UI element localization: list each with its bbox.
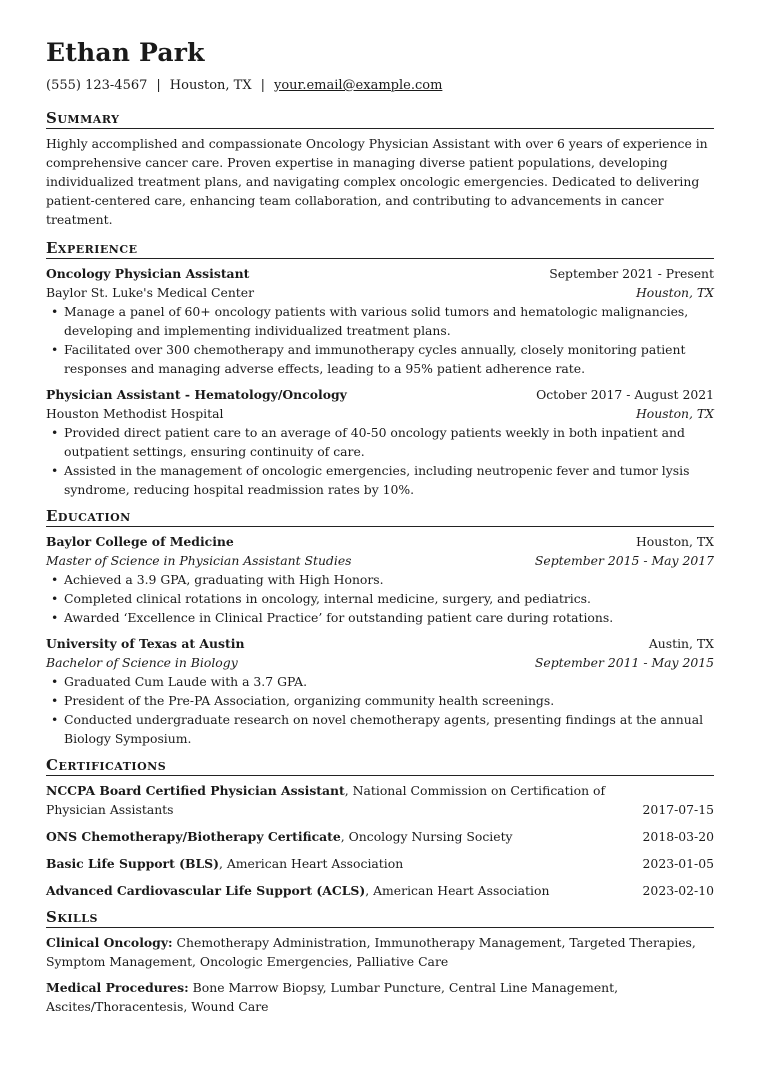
degree: Master of Science in Physician Assistant Studies [46, 553, 352, 568]
list-item: • Facilitated over 300 chemotherapy and immunotherapy cycles annually, closely monitoring patient responses and managing adverse effects, leading to a 95% patient adherence rate. [64, 340, 714, 378]
certification-issuer: , Oncology Nursing Society [340, 829, 513, 844]
education-entry [46, 532, 714, 627]
section-heading-certifications: Certifications [46, 756, 714, 776]
contact-separator: | [260, 78, 265, 93]
certification-entry [46, 854, 714, 873]
certification-entry [46, 781, 714, 819]
job-bullets [46, 302, 714, 378]
skill-group-items: Chemotherapy Administration, Immunotherapy Management, Targeted Therapies, Symptom Management, Oncologic Emergencies, Palliative Care [46, 935, 696, 969]
certification-entry [46, 827, 714, 846]
certification-name: Advanced Cardiovascular Life Support (ACLS) [46, 883, 366, 898]
school-location: Houston, TX [636, 534, 714, 549]
email-link[interactable]: your.email@example.com [274, 78, 443, 93]
experience-entry [46, 264, 714, 378]
certification-date: 2023-02-10 [642, 883, 714, 898]
section-heading-summary: Summary [46, 109, 714, 129]
school-name: University of Texas at Austin [46, 636, 245, 651]
job-location: Houston, TX [636, 406, 714, 421]
certification-issuer: , American Heart Association [218, 856, 404, 871]
certification-date: 2018-03-20 [642, 829, 714, 844]
job-location: Houston, TX [636, 285, 714, 300]
skill-group [46, 933, 714, 971]
certification-name: ONS Chemotherapy/Biotherapy Certificate [46, 829, 341, 844]
list-item: • Provided direct patient care to an average of 40-50 oncology patients weekly in both inpatient and outpatient settings, ensuring continuity of care. [64, 423, 714, 461]
skill-group-label: Clinical Oncology: [46, 935, 173, 950]
skill-group-items: Bone Marrow Biopsy, Lumbar Puncture, Central Line Management, Ascites/Thoracentesis, Wound Care [46, 980, 619, 1014]
job-title: Physician Assistant - Hematology/Oncology [46, 387, 347, 402]
certification-date: 2023-01-05 [642, 856, 714, 871]
list-item: • President of the Pre-PA Association, organizing community health screenings. [64, 691, 714, 710]
skill-group [46, 978, 714, 1016]
certification-date: 2017-07-15 [642, 802, 714, 817]
certification-issuer: , American Heart Association [365, 883, 550, 898]
school-location: Austin, TX [648, 636, 714, 651]
job-title: Oncology Physician Assistant [46, 266, 250, 281]
certification-name: Basic Life Support (BLS) [46, 856, 219, 871]
contact-line [46, 77, 714, 95]
education-entry [46, 634, 714, 748]
candidate-name: Ethan Park [46, 38, 205, 67]
school-name: Baylor College of Medicine [46, 534, 234, 549]
certification-issuer: , National Commission on Certification of Physician Assistants [46, 783, 606, 817]
section-heading-skills: Skills [46, 908, 714, 928]
list-item: • Manage a panel of 60+ oncology patients with various solid tumors and hematologic malignancies, developing and implementing individualized treatment plans. [64, 302, 714, 340]
list-item: • Graduated Cum Laude with a 3.7 GPA. [64, 672, 714, 691]
experience-entry [46, 385, 714, 499]
section-heading-education: Education [46, 507, 714, 527]
employer: Houston Methodist Hospital [46, 406, 224, 421]
job-bullets [46, 423, 714, 499]
job-dates: September 2021 - Present [549, 266, 714, 281]
job-dates: October 2017 - August 2021 [536, 387, 714, 402]
education-dates: September 2011 - May 2015 [534, 655, 714, 670]
education-dates: September 2015 - May 2017 [534, 553, 714, 568]
skill-group-label: Medical Procedures: [46, 980, 189, 995]
education-bullets [46, 570, 714, 627]
section-heading-experience: Experience [46, 239, 714, 259]
summary-text: Highly accomplished and compassionate Oncology Physician Assistant with over 6 years of experience in comprehensive cancer care. Proven expertise in managing diverse patient populations, developing individualized treatment plans, and navigating complex oncologic emergencies. Dedicated to delivering patient-centered care, enhancing team collaboration, and contributing to advancements in cancer treatment. [46, 136, 708, 227]
degree: Bachelor of Science in Biology [46, 655, 238, 670]
phone-number: (555) 123-4567 [46, 78, 148, 93]
employer: Baylor St. Luke's Medical Center [46, 285, 255, 300]
contact-separator: | [156, 78, 161, 93]
list-item: • Completed clinical rotations in oncology, internal medicine, surgery, and pediatrics. [64, 589, 714, 608]
list-item: • Awarded ‘Excellence in Clinical Practice’ for outstanding patient care during rotations. [64, 608, 714, 627]
certification-name: NCCPA Board Certified Physician Assistant [46, 783, 345, 798]
list-item: • Conducted undergraduate research on novel chemotherapy agents, presenting findings at the annual Biology Symposium. [64, 710, 714, 748]
certification-entry [46, 881, 714, 900]
education-bullets [46, 672, 714, 748]
location: Houston, TX [169, 78, 252, 93]
list-item: • Assisted in the management of oncologic emergencies, including neutropenic fever and tumor lysis syndrome, reducing hospital readmission rates by 10%. [64, 461, 714, 499]
list-item: • Achieved a 3.9 GPA, graduating with High Honors. [64, 570, 714, 589]
